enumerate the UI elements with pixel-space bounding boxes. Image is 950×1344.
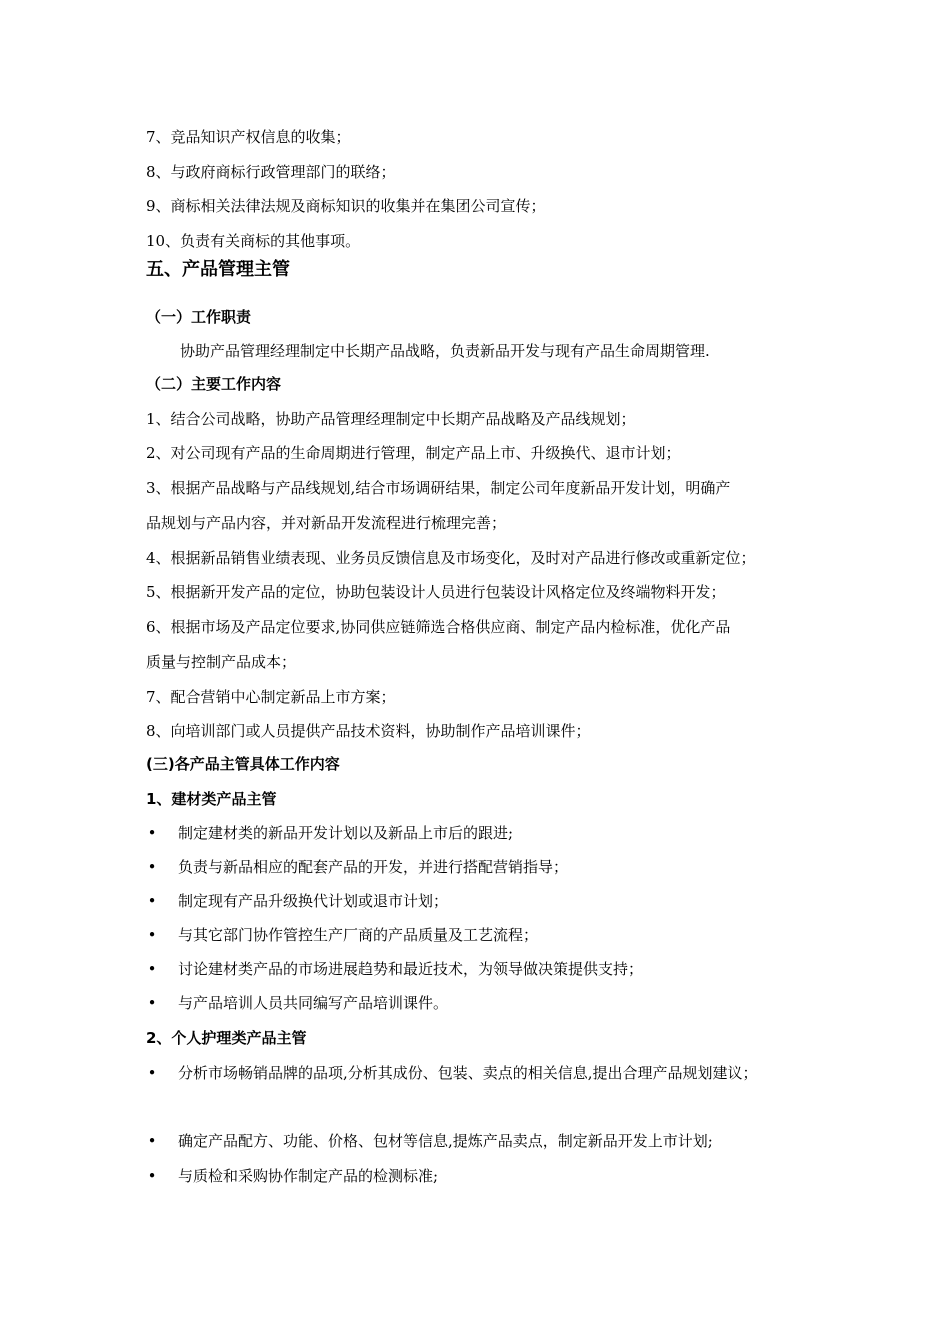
list-item-text: 负责与新品相应的配套产品的开发，并进行搭配营销指导；: [178, 858, 569, 876]
main-work-line: 6、根据市场及产品定位要求,协同供应链筛选合格供应商、制定产品内检标准，优化产品: [146, 618, 731, 636]
main-work-line: 5、根据新开发产品的定位，协助包装设计人员进行包装设计风格定位及终端物料开发；: [146, 583, 726, 601]
bullet-icon: •: [147, 1167, 157, 1185]
list-item-text: 分析市场畅销品牌的品项,分析其成份、包装、卖点的相关信息,提出合理产品规划建议；: [178, 1064, 758, 1082]
bullet-icon: •: [147, 994, 157, 1012]
building-heading: 1、建材类产品主管: [146, 790, 277, 808]
list-item-7: 7、竞品知识产权信息的收集；: [146, 128, 351, 146]
list-item-text: 与其它部门协作管控生产厂商的产品质量及工艺流程；: [178, 926, 539, 944]
main-work-line: 7、配合营销中心制定新品上市方案；: [146, 688, 396, 706]
bullet-icon: •: [147, 858, 157, 876]
main-work-line: 2、对公司现有产品的生命周期进行管理，制定产品上市、升级换代、退市计划；: [146, 444, 681, 462]
list-item-text: 确定产品配方、功能、价格、包材等信息,提炼产品卖点，制定新品开发上市计划;: [178, 1132, 713, 1150]
specific-work-heading: (三)各产品主管具体工作内容: [146, 755, 340, 773]
personal-care-heading: 2、个人护理类产品主管: [146, 1029, 307, 1047]
bullet-icon: •: [147, 892, 157, 910]
main-work-heading: （二）主要工作内容: [146, 375, 282, 393]
list-item-text: 制定现有产品升级换代计划或退市计划；: [178, 892, 449, 910]
list-item-8: 8、与政府商标行政管理部门的联络；: [146, 163, 396, 181]
main-work-line: 3、根据产品战略与产品线规划,结合市场调研结果，制定公司年度新品开发计划，明确产: [146, 479, 731, 497]
list-item-text: 制定建材类的新品开发计划以及新品上市后的跟进;: [178, 824, 514, 842]
main-work-line: 品规划与产品内容，并对新品开发流程进行梳理完善；: [146, 514, 507, 532]
duties-text: 协助产品管理经理制定中长期产品战略，负责新品开发与现有产品生命周期管理.: [180, 342, 710, 360]
bullet-icon: •: [147, 824, 157, 842]
duties-heading: （一）工作职责: [146, 308, 252, 326]
list-item-text: 与产品培训人员共同编写产品培训课件。: [178, 994, 449, 1012]
main-work-line: 1、结合公司战略，协助产品管理经理制定中长期产品战略及产品线规划；: [146, 410, 636, 428]
bullet-icon: •: [147, 926, 157, 944]
list-item-9: 9、商标相关法律法规及商标知识的收集并在集团公司宣传；: [146, 197, 546, 215]
bullet-icon: •: [147, 1132, 157, 1150]
bullet-icon: •: [147, 1064, 157, 1082]
section-title: 五、产品管理主管: [146, 259, 290, 280]
main-work-line: 质量与控制产品成本；: [146, 653, 297, 671]
main-work-line: 8、向培训部门或人员提供产品技术资料，协助制作产品培训课件；: [146, 722, 591, 740]
main-work-line: 4、根据新品销售业绩表现、业务员反馈信息及市场变化，及时对产品进行修改或重新定位；: [146, 549, 756, 567]
list-item-text: 与质检和采购协作制定产品的检测标准;: [178, 1167, 439, 1185]
list-item-10: 10、负责有关商标的其他事项。: [146, 232, 361, 250]
bullet-icon: •: [147, 960, 157, 978]
list-item-text: 讨论建材类产品的市场进展趋势和最近技术，为领导做决策提供支持；: [178, 960, 644, 978]
